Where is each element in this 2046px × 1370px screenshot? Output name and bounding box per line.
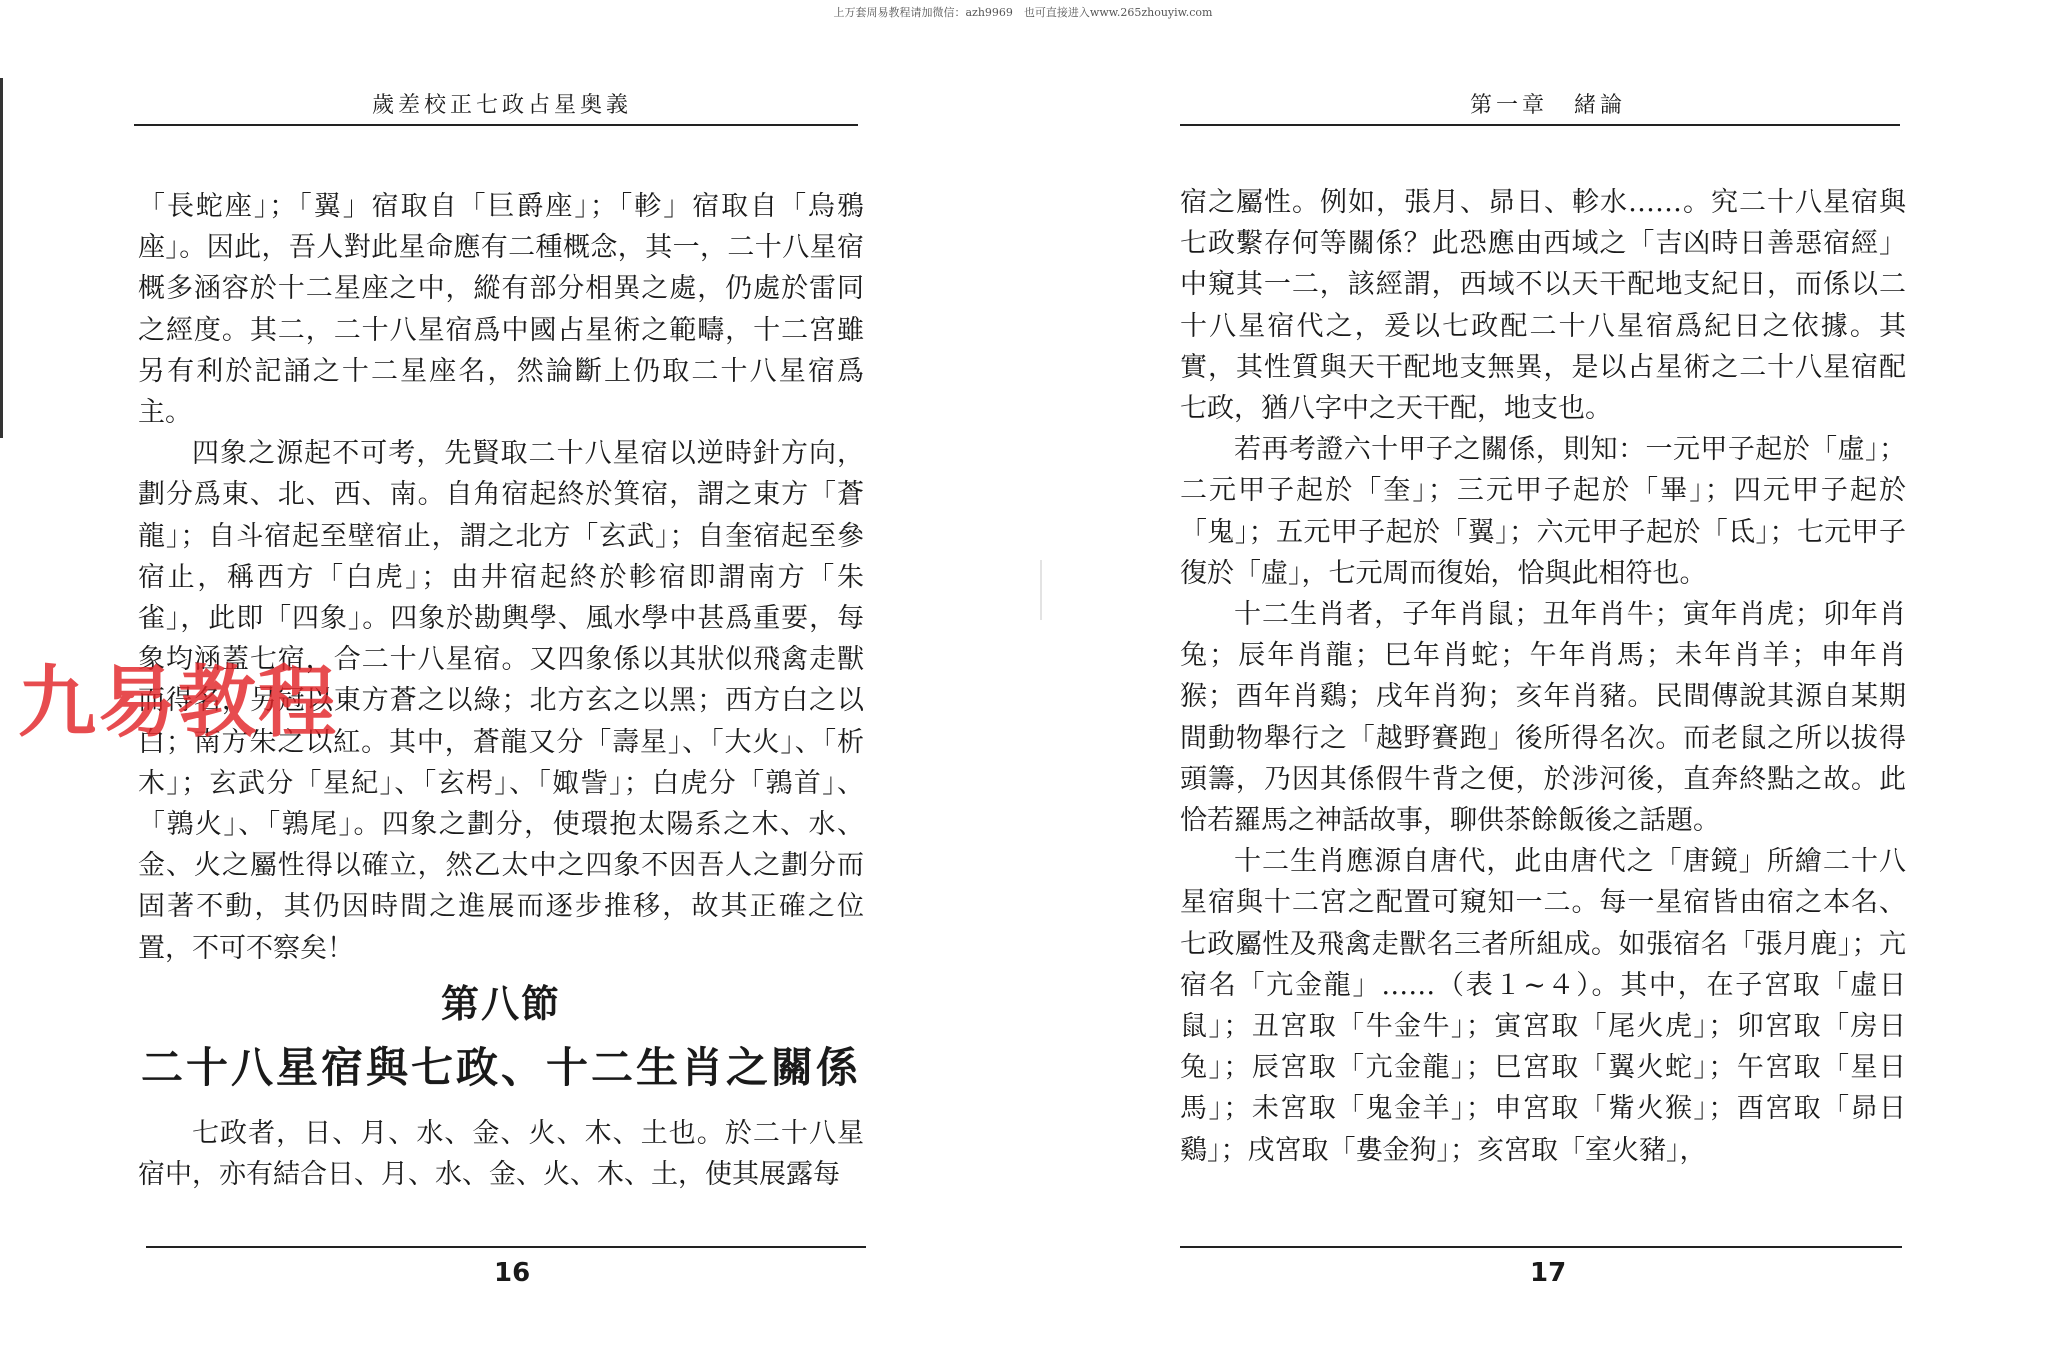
left-footer-rule bbox=[146, 1246, 866, 1248]
left-running-head: 歲差校正七政占星奥義 bbox=[372, 93, 633, 118]
right-running-head: 第一章 緒論 bbox=[1470, 93, 1627, 118]
right-footer-rule bbox=[1180, 1246, 1902, 1248]
right-paragraph-1: 宿之屬性。例如，張月、昴日、軫水……。究二十八星宿與七政繫存何等關係？此恐應由西域之「吉凶時日善惡宿經」中窺其一二，該經謂，西域不以天干配地支紀日，而係以二十八星宿代之，爰以七政配二十八星宿爲紀日之依據。其實，其性質與天干配地支無異，是以占星術之二十八星宿配七政，猶八字中之天干配，地支也。 bbox=[1180, 187, 1906, 425]
left-header-rule bbox=[134, 124, 858, 126]
binding-mark bbox=[0, 78, 3, 438]
page-spine bbox=[1040, 560, 1042, 620]
right-paragraph-4: 十二生肖應源自唐代，此由唐代之「唐鏡」所繪二十八星宿與十二宮之配置可窺知一二。每一星宿皆由宿之本名、七政屬性及飛禽走獸名三者所組成。如張宿名「張月鹿」；亢宿名「亢金龍」……（表１∼４）。其中，在子宮取「虛日鼠」；丑宮取「牛金牛」；寅宮取「尾火虎」；卯宮取「房日兔」；辰宮取「亢金龍」；巳宮取「翼火蛇」；午宮取「星日馬」；未宮取「鬼金羊」；申宮取「觜火猴」；酉宮取「昴日鷄」；戌宮取「婁金狗」；亥宮取「室火豬」， bbox=[1180, 846, 1906, 1166]
right-header-rule bbox=[1180, 124, 1900, 126]
left-page-number: 16 bbox=[494, 1258, 531, 1288]
right-page bbox=[1180, 0, 1910, 1370]
right-page-number: 17 bbox=[1530, 1258, 1567, 1288]
top-banner: 上万套周易教程请加微信：azh9969 也可直接进入www.265zhouyiw.com bbox=[833, 6, 1213, 19]
left-paragraph-1: 「長蛇座」；「翼」宿取自「巨爵座」；「軫」宿取自「烏鴉座」。因此，吾人對此星命應有二種概念，其一，二十八星宿概多涵容於十二星座之中，縱有部分相異之處，仍處於雷同之經度。其二，二十八星宿爲中國占星術之範疇，十二宮雖另有利於記誦之十二星座名，然論斷上仍取二十八星宿爲主。 bbox=[138, 191, 864, 429]
right-paragraph-3: 十二生肖者，子年肖鼠；丑年肖牛；寅年肖虎；卯年肖兔；辰年肖龍；巳年肖蛇；午年肖馬；未年肖羊；申年肖猴；酉年肖鷄；戌年肖狗；亥年肖豬。民間傳說其源自某期間動物舉行之「越野賽跑」後所得名次。而老鼠之所以拔得頭籌，乃因其係假牛背之便，於涉河後，直奔終點之故。此恰若羅馬之神話故事，聊供茶餘飯後之話題。 bbox=[1180, 599, 1906, 837]
left-paragraph-3: 七政者，日、月、水、金、火、木、土也。於二十八星宿中，亦有結合日、月、水、金、火、木、土，使其展露每 bbox=[138, 1117, 864, 1191]
section-title: 第八節 bbox=[440, 980, 561, 1026]
left-paragraph-2: 四象之源起不可考，先賢取二十八星宿以逆時針方向，劃分爲東、北、西、南。自角宿起終於箕宿，謂之東方「蒼龍」；自斗宿起至壁宿止，謂之北方「玄武」；自奎宿起至參宿止，稱西方「白虎」；由井宿起終於軫宿即謂南方「朱雀」，此即「四象」。四象於勘輿學、風水學中甚爲重要，每象均涵蓋七宿，合二十八星宿。又四象係以其狀似飛禽走獸而得名，另冠以東方蒼之以綠；北方玄之以黑；西方白之以白；南方朱之以紅。其中，蒼龍又分「壽星」、「大火」、「析木」；玄武分「星紀」、「玄枵」、「娵訾」；白虎分「鶉首」、「鶉火」、「鶉尾」。四象之劃分，使環抱太陽系之木、水、金、火之屬性得以確立，然乙太中之四象不因吾人之劃分而固著不動，其仍因時間之進展而逐步推移，故其正確之位置，不可不察矣！ bbox=[138, 438, 864, 964]
right-paragraph-2: 若再考證六十甲子之關係，則知：一元甲子起於「虛」；二元甲子起於「奎」；三元甲子起於「畢」；四元甲子起於「鬼」；五元甲子起於「翼」；六元甲子起於「氐」；七元甲子復於「虛」，七元周而復始，恰與此相符也。 bbox=[1180, 434, 1906, 589]
watermark-logo: 九易教程 bbox=[18, 658, 339, 748]
right-body-text bbox=[1180, 182, 1906, 1171]
section-subtitle: 二十八星宿與七政、十二生肖之關係 bbox=[140, 1042, 861, 1092]
